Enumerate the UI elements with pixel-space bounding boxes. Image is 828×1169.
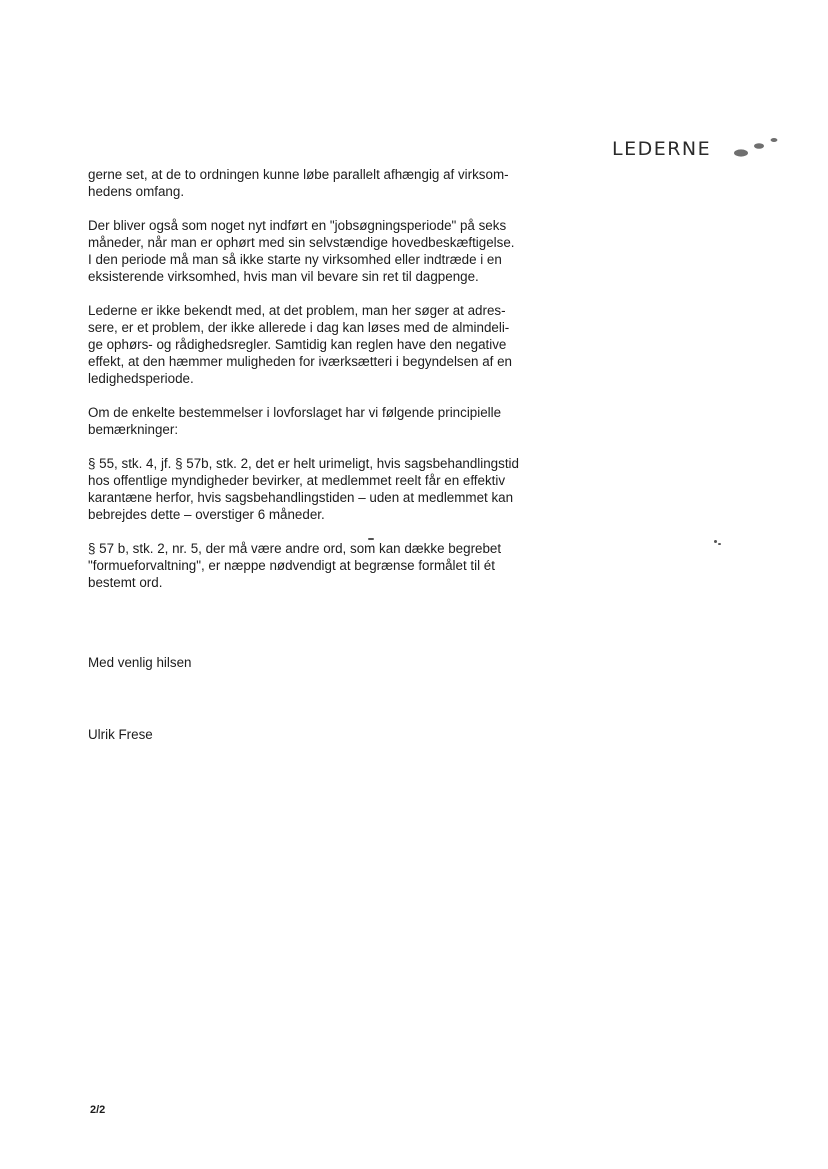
logo-dots-icon bbox=[732, 136, 782, 160]
scan-speck bbox=[714, 540, 717, 543]
letter-body bbox=[88, 166, 564, 608]
paragraph-1: gerne set, at de to ordningen kunne løbe parallelt afhængig af virksom- hedens omfang. bbox=[88, 167, 509, 199]
paragraph-2: Der bliver også som noget nyt indført en "jobsøgningsperiode" på seks måneder, når man er ophørt med sin selvstændige hovedbeskæftigelse. I den periode må man så ikke starte ny virksomhed eller indtræde i en eksisterende virksomhed, hvis man vil bevare sin ret til dagpenge. bbox=[88, 218, 515, 284]
page-number: 2/2 bbox=[90, 1104, 106, 1116]
paragraph-4: Om de enkelte bestemmelser i lovforslaget har vi følgende principielle bemærkninger: bbox=[88, 405, 502, 437]
scan-speck bbox=[718, 543, 721, 545]
paragraph-6: § 57 b, stk. 2, nr. 5, der må være andre ord, som kan dække begrebet "formueforvaltning", er næppe nødvendigt at begrænse formålet til ét bestemt ord. bbox=[88, 541, 502, 590]
closing-greeting: Med venlig hilsen bbox=[88, 655, 192, 670]
signature-name: Ulrik Frese bbox=[88, 727, 153, 742]
paragraph-5: § 55, stk. 4, jf. § 57b, stk. 2, det er helt urimeligt, hvis sagsbehandlingstid hos offentlige myndigheder bevirker, at medlemmet reelt får en effektiv karantæne herfor, hvis sagsbehandlingstiden – uden at medlemmet kan bebrejdes dette – overstiger 6 måneder. bbox=[88, 456, 519, 522]
scan-speck bbox=[368, 538, 374, 540]
paragraph-3: Lederne er ikke bekendt med, at det problem, man her søger at adres- sere, er et problem, der ikke allerede i dag kan løses med de almindeli- ge ophørs- og rådighedsregler. Samtidig kan reglen have den negative effekt, at den hæmmer muligheden for iværksætteri i begyndelsen af en ledighedsperiode. bbox=[88, 303, 513, 386]
lederne-logo bbox=[612, 136, 792, 166]
logo-text: LEDERNE bbox=[612, 138, 712, 160]
